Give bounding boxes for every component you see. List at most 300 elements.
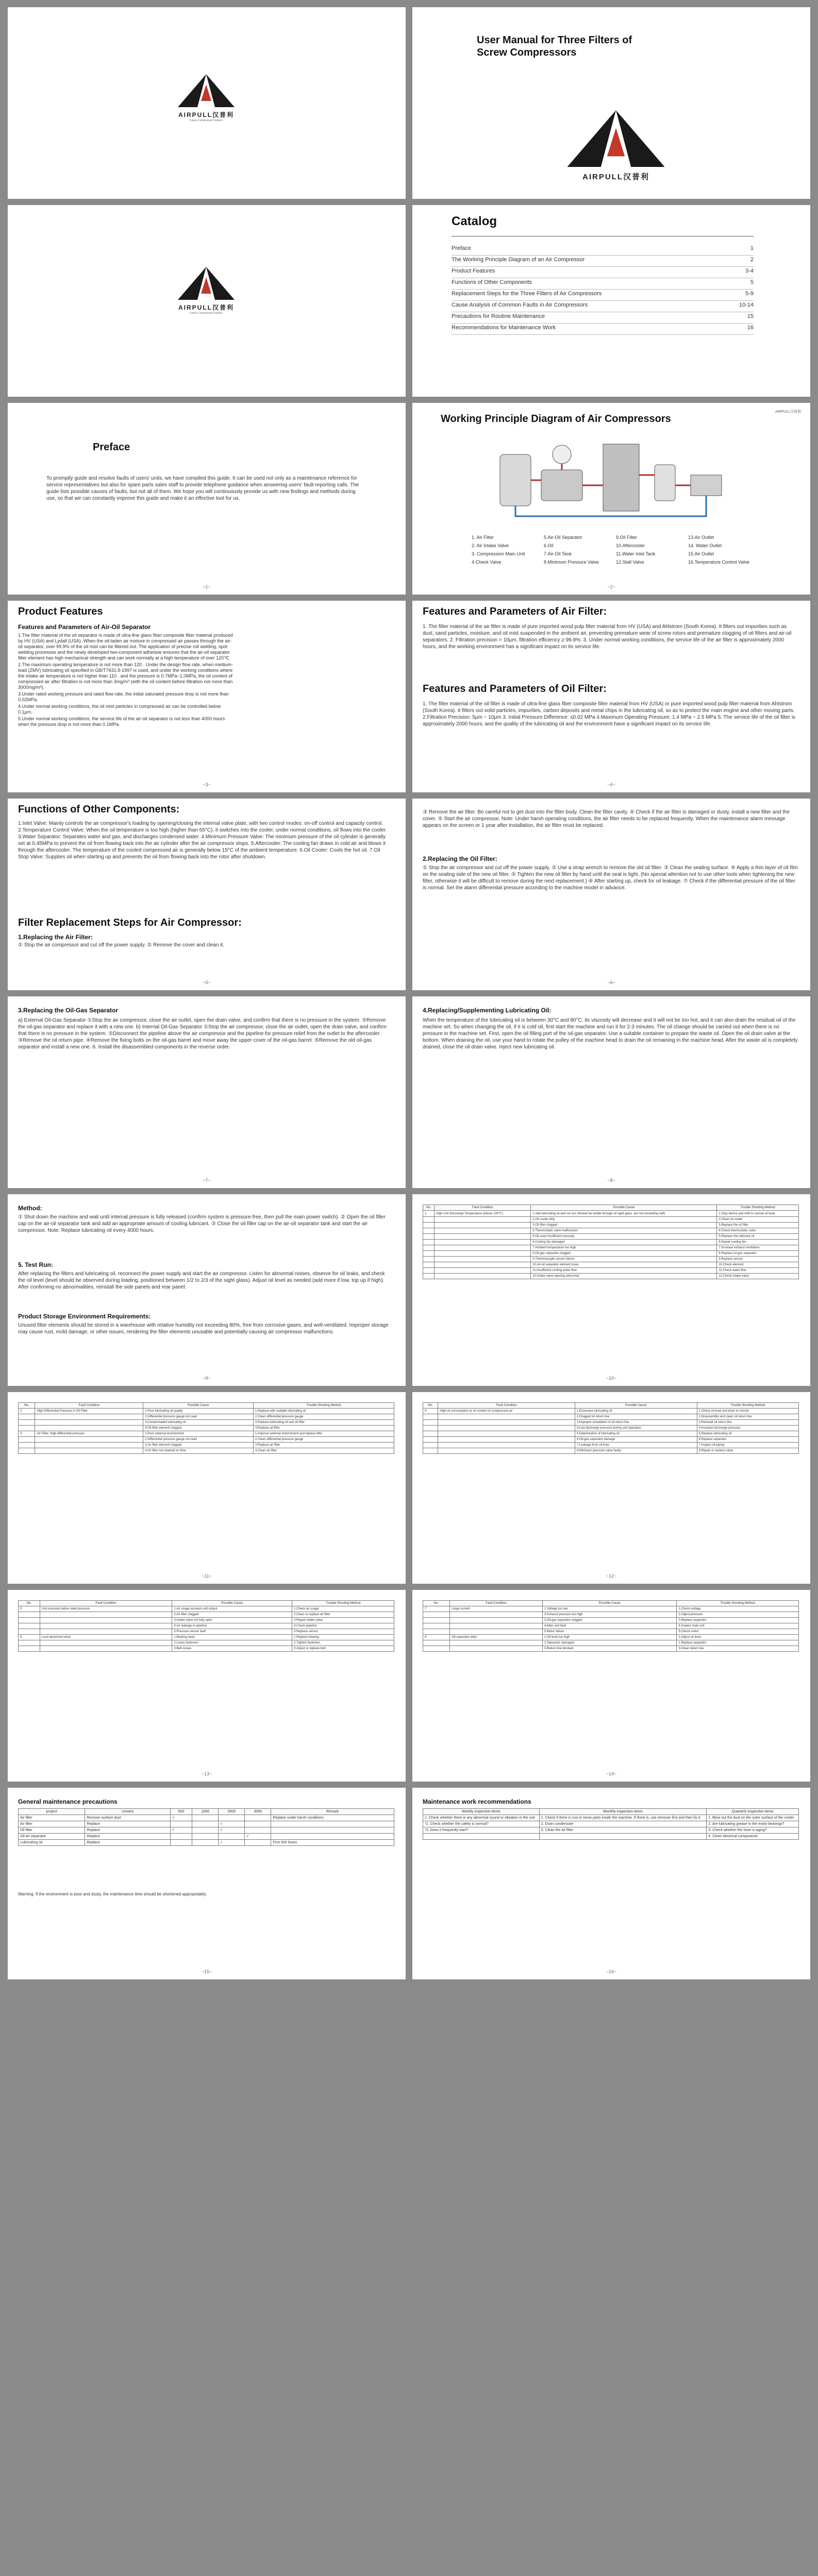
table-row: [19, 1431, 394, 1437]
table-header-cell: 3000: [245, 1809, 271, 1815]
feature-paragraph: 1.The filter material of the oil separator is made of ultra-fine glass fiber composite filter material produced by HV (USA) and Lydall (USA). When the oil-laden air mixture in compressed air passes through the air-oil separator, over 99.9% of the oil mist can be filtered out. The application of precise roll welding, spot welding processes and the newly developed two-component adhesive ensures that the air-oil separator filter element has high mechanical strength and can work normally at a high temperature of over 120℃.: [18, 633, 233, 660]
table-cell: 2.Differential pressure gauge not read: [143, 1414, 254, 1420]
table-cell: [35, 1426, 143, 1431]
table-cell: First 500 hours: [271, 1840, 394, 1846]
table-header-cell: Possible Cause: [575, 1403, 697, 1409]
table-row: [423, 1223, 799, 1228]
page-number: ~3~: [203, 782, 211, 787]
table-cell: 5.Motor failure: [542, 1629, 677, 1635]
legend-item: 8.Minimum Pressure Valve: [544, 560, 599, 565]
table-cell: [423, 1629, 450, 1635]
table-cell: [435, 1251, 531, 1257]
table-cell: High Differential Pressure in Oil Filter: [35, 1409, 143, 1414]
table-cell: 4: [423, 1409, 438, 1414]
table-cell: 1.Replace bearing: [292, 1635, 394, 1640]
table-cell: [423, 1640, 450, 1646]
table-row: [423, 1640, 799, 1646]
table-cell: 4.Check thermostatic valve: [717, 1228, 799, 1234]
table-row: [423, 1437, 799, 1443]
brand-tagline: Future Compressed Solution: [190, 119, 223, 122]
brand-logo-2: [178, 267, 235, 315]
table-cell: High oil consumption or oil content of compressed air: [438, 1409, 575, 1414]
components-text: 1.Inlet Valve: Mainly controls the air compressor's loading by opening/closing the internal valve plate, with two control modes: on-off control and capacity control. 2.Temperature Control Valve: When the oil temperature is too high (higher than 65°C), it switches into the cooler, under normal conditions, oil flows into the cooler. 3.Water Separator: Separates water and gas, and discharges condensed water. 4.Minimum Pressure Valve: The minimum pressure of the oil cylinder is generally set at 0.45MPa to prevent the oil from flowing back into the air cylinder after the air compressor stops. 5.Aftercooler: The cooling fan draws in cold air and blows it through the aftercooler. The temperature of the cooled compressed air is generally below 15°C of the ambient temperature. 6.Oil Cooler: Cools the hot oil. 7.Oil Stop Valve: Supplies oil when starting up and prevents the oil from flowing back into the rotor after shutdown.: [18, 821, 387, 860]
table-cell: √: [219, 1840, 245, 1846]
replace-oil-filter-steps: ① Stop the air compressor and cut off the power supply. ② Use a strap wrench to remove the old oil filter. ③ Clean the sealing surface. ④ Apply a thin layer of oil film on the sealing side of the new oil filter. ⑤ Tighten the new oil filter by hand until the seal is tight. (No special attention not to use other tools when tightening the new filter, otherwise it will be difficult to remove during the next replacement.) ⑥ After starting up, check for oil leakage. ⑦ Check if the differential pressure of the oil filter is normal. Set the alarm differential pressure according to the machine model in advance.: [423, 865, 798, 891]
table-cell: 1.Stop device and refill to normal oil level: [717, 1211, 799, 1217]
table-cell: 12.Intake valve opening abnormal: [531, 1274, 717, 1279]
replace-air-filter-subtitle: 1.Replacing the Air Filter:: [18, 934, 93, 941]
triangle-logo-icon: [567, 110, 665, 167]
table-cell: Air filter: [19, 1821, 85, 1827]
fault-table-page-12: [412, 1392, 810, 1584]
table-header-cell: Possible Cause: [531, 1205, 717, 1211]
page-number: ~9~: [203, 1376, 211, 1381]
table-row: [423, 1414, 799, 1420]
fault-table-page-11: [8, 1392, 406, 1584]
table-cell: [245, 1815, 271, 1821]
legend-item: 7.Air-Oil Tank: [544, 551, 572, 556]
table-cell: [40, 1629, 172, 1635]
method-title: Method:: [18, 1205, 42, 1212]
table-cell: 4.Inspect main unit: [677, 1623, 799, 1629]
table-cell: 2.Exhaust pressure too high: [542, 1612, 677, 1618]
table-cell: 2.Clean or replace air filter: [292, 1612, 394, 1618]
table-cell: 6.Cooling fan damaged: [531, 1240, 717, 1245]
catalog-item-page: 3-4: [745, 268, 754, 274]
catalog-item-rule: [452, 323, 754, 324]
table-header-cell: Fault Condition: [450, 1601, 543, 1606]
fault-table: [423, 1402, 799, 1454]
table-cell: [423, 1223, 435, 1228]
table-row: [423, 1228, 799, 1234]
table-row: [423, 1827, 799, 1834]
table-cell: [450, 1612, 543, 1618]
legend-item: 11.Water Inlet Tank: [616, 551, 656, 556]
oil-filter-shape: [691, 475, 722, 496]
table-cell: 3.Repair intake valve: [292, 1618, 394, 1623]
compressor-diagram: [490, 434, 737, 521]
table-row: [423, 1251, 799, 1257]
table-cell: [40, 1612, 172, 1618]
table-cell: [19, 1437, 35, 1443]
table-cell: [423, 1274, 435, 1279]
table-cell: [423, 1623, 450, 1629]
table-cell: High Unit Discharge Temperature (Above 100℃): [435, 1211, 531, 1217]
table-cell: [19, 1623, 40, 1629]
table-cell: [40, 1623, 172, 1629]
table-cell: [435, 1245, 531, 1251]
catalog-item-rule: [452, 300, 754, 301]
table-row: [423, 1217, 799, 1223]
page-number: ~7~: [203, 1178, 211, 1183]
table-cell: Lubricating oil: [19, 1840, 85, 1846]
table-cell: [435, 1217, 531, 1223]
legend-item: 9.Oil Filter: [616, 535, 638, 540]
air-oil-tank-shape: [500, 454, 531, 506]
table-cell: [435, 1228, 531, 1234]
table-cell: 1.Poor external environment: [143, 1431, 254, 1437]
table-cell: [19, 1426, 35, 1431]
table-cell: 8.Repair or replace valve: [697, 1448, 798, 1454]
table-cell: 6.Replace separator: [697, 1437, 798, 1443]
replacement-page: [412, 799, 810, 990]
table-header-cell: project: [19, 1809, 85, 1815]
table-cell: 2: [19, 1409, 35, 1414]
table-cell: [423, 1262, 435, 1268]
catalog-item-label: Precautions for Routine Maintenance: [452, 313, 545, 319]
table-cell: [423, 1414, 438, 1420]
catalog-item-page: 10-14: [739, 302, 754, 308]
table-cell: [192, 1834, 219, 1840]
table-cell: [435, 1262, 531, 1268]
replace-oil-filter-subtitle: 2.Replacing the Oil Filter:: [423, 855, 497, 862]
table-cell: [423, 1268, 435, 1274]
table-cell: Replace: [85, 1840, 171, 1846]
table-cell: [423, 1618, 450, 1623]
table-header-cell: Weekly inspection items: [423, 1809, 540, 1815]
table-cell: [423, 1426, 438, 1431]
catalog-item-rule: [452, 255, 754, 256]
table-row: [19, 1414, 394, 1420]
table-cell: 11.Insufficient cooling water flow: [531, 1268, 717, 1274]
table-cell: 4.Air filter not cleaned on time: [143, 1448, 254, 1454]
table-cell: [438, 1414, 575, 1420]
catalog-item-rule: [452, 289, 754, 290]
catalog-item: [452, 325, 754, 335]
table-cell: 8: [423, 1635, 450, 1640]
table-cell: 8.Replace oil-gas separator: [717, 1251, 799, 1257]
table-header-cell: Trouble Shooting Method: [254, 1403, 394, 1409]
table-cell: 1.Add lubricating oil and run too (Should be visible through oil sight glass, but not exceeding half): [531, 1211, 717, 1217]
legend-item: 1. Air Filter: [472, 535, 494, 540]
table-cell: Oil-separator drips: [450, 1635, 543, 1640]
table-header-cell: Fault Condition: [35, 1403, 143, 1409]
table-cell: 5.Replace sensor: [292, 1629, 394, 1635]
fault-table-page-14: [412, 1590, 810, 1782]
table-row: [423, 1431, 799, 1437]
table-cell: [219, 1834, 245, 1840]
table-header-cell: Possible Cause: [172, 1601, 292, 1606]
table-cell: 4.Air leakage in pipeline: [172, 1623, 292, 1629]
table-header-cell: Remark: [271, 1809, 394, 1815]
table-header-cell: 500: [170, 1809, 192, 1815]
table-cell: 5.Replace lubricating oil: [697, 1431, 798, 1437]
catalog-item-page: 15: [747, 313, 754, 319]
table-cell: √: [219, 1821, 245, 1827]
table-cell: 2.Differential pressure gauge not read: [143, 1437, 254, 1443]
catalog-item-label: Cause Analysis of Common Faults in Air Compressors: [452, 302, 588, 308]
page-number: ~16~: [606, 1969, 617, 1974]
lubricating-oil-page: [412, 996, 810, 1188]
table-row: [423, 1240, 799, 1245]
table-cell: 4.Check pipeline: [292, 1623, 394, 1629]
table-cell: 3.Replace air filter: [254, 1443, 394, 1448]
air-filter-shape: [553, 445, 571, 464]
table-cell: 3.Oil-gas separator clogged: [542, 1618, 677, 1623]
preface-page: [8, 403, 406, 595]
catalog-item-label: Functions of Other Components: [452, 279, 532, 285]
table-header-cell: Trouble Shooting Method: [677, 1601, 799, 1606]
table-cell: 4.Thermostatic valve malfunction: [531, 1228, 717, 1234]
table-row: [19, 1443, 394, 1448]
table-cell: 2.Loose fasteners: [172, 1640, 292, 1646]
feature-paragraph: 3.Under rated working pressure and rated flow rate, the initial saturated pressure drop is not more than 0.02MPa.: [18, 691, 229, 702]
table-cell: [170, 1840, 192, 1846]
table-cell: [423, 1612, 450, 1618]
table-cell: [19, 1420, 35, 1426]
table-cell: [450, 1629, 543, 1635]
table-row: [423, 1234, 799, 1240]
table-row: [19, 1426, 394, 1431]
table-cell: 1.Replace with suitable lubricating oil: [254, 1409, 394, 1414]
table-cell: [170, 1821, 192, 1827]
table-cell: [245, 1821, 271, 1827]
table-row: [19, 1623, 394, 1629]
legend-item: 5.Air-Oil Separator: [544, 535, 582, 540]
table-row: [19, 1629, 394, 1635]
table-header-cell: Fault Condition: [435, 1205, 531, 1211]
table-cell: [423, 1646, 450, 1652]
table-row: [19, 1646, 394, 1652]
table-cell: 2.Clean oil cooler: [717, 1217, 799, 1223]
table-cell: 3.Replace separator: [677, 1618, 799, 1623]
table-cell: [35, 1420, 143, 1426]
manual-title: [477, 34, 632, 59]
table-cell: 1.Voltage too low: [542, 1606, 677, 1612]
table-row: [19, 1618, 394, 1623]
table-cell: [271, 1834, 394, 1840]
oil-filter-text: 1. The filter material of the oil filter is made of ultra-fine glass fiber composite filter material from HV (USA) or pure imported wood pulp filter material from Ahlstrom (South Korea). It filters out solid particles, impurities, carbon deposits and metal chips in the lubricating oil, so as to protect the main engine and other moving parts. 2.Filtration Precision: 5μm ~ 10μm 3. Initial Pressure Difference: ≤0.02 MPa 4.Maximum Operating Pressure: 1.4 MPa ~ 2.5 MPa 5. The service life of the oil filter is approximately 2000 hours, and the quality of the lubricating oil and the environment have a significant impact on its service life.: [423, 701, 796, 727]
table-header-cell: Fault Condition: [438, 1403, 575, 1409]
table-cell: 4.Replace oil filter: [254, 1426, 394, 1431]
feature-paragraph: 2.The maximum operating temperature is not more than 120 . Under the design flow rate, when medium-load (ZMV) lubricating oil specified in GB/T7631.9-1997 is used, and under the working conditions where the intake air temperature is not higher than 110 . and the pressure is 0.7MPa~1.0MPa, the oil content of compressed air after filtration is not more than 3mg/m³ (with the oil content before filtration not more than 3000mg/m³).: [18, 662, 233, 690]
recommendations-table: [423, 1808, 799, 1840]
table-row: [19, 1840, 394, 1846]
table-row: [423, 1815, 799, 1821]
table-cell: 5.Pressure sensor fault: [172, 1629, 292, 1635]
table-cell: Loud abnormal noise: [40, 1635, 172, 1640]
manual-title-line2: Screw Compressors: [477, 47, 577, 58]
table-row: [19, 1827, 394, 1834]
table-cell: 10.Check element: [717, 1262, 799, 1268]
table-header-cell: Monthly inspection items: [539, 1809, 707, 1815]
table-cell: 1.Oil level too high: [542, 1635, 677, 1640]
table-cell: Air Filter: High differential pressure: [35, 1431, 143, 1437]
table-cell: [35, 1443, 143, 1448]
table-header-cell: Possible Cause: [542, 1601, 677, 1606]
table-header-cell: 2000: [219, 1809, 245, 1815]
table-cell: 3.Return line blocked: [542, 1646, 677, 1652]
product-features-page: [8, 601, 406, 792]
page-number: ~13~: [201, 1771, 212, 1776]
table-row: [19, 1448, 394, 1454]
table-row: [19, 1612, 394, 1618]
table-cell: [35, 1448, 143, 1454]
catalog-item-rule: [452, 266, 754, 267]
table-cell: [423, 1420, 438, 1426]
legend-item: 3. Compression Main Unit: [472, 551, 525, 556]
table-cell: 9.Replace sensor: [717, 1257, 799, 1262]
test-run-title: 5. Test Run:: [18, 1261, 53, 1268]
diagram-legend: [472, 534, 760, 566]
table-cell: [271, 1821, 394, 1827]
fault-table: [18, 1600, 394, 1652]
catalog-item-label: The Working Principle Diagram of an Air Compressor: [452, 257, 585, 263]
table-cell: 5.Deterioration of lubricating oil: [575, 1431, 697, 1437]
table-cell: 2.Clean differential pressure gauge: [254, 1414, 394, 1420]
brand-name-2: AIRPULL汉普利: [178, 304, 234, 311]
table-cell: 2.Clogged oil return line: [575, 1414, 697, 1420]
table-cell: [435, 1268, 531, 1274]
table-cell: 1.Adjust oil level: [677, 1635, 799, 1640]
table-cell: [19, 1443, 35, 1448]
table-row: [423, 1257, 799, 1262]
table-header-cell: Quarterly inspection items: [707, 1809, 799, 1815]
table-row: [19, 1815, 394, 1821]
precautions-title: General maintenance precautions: [18, 1798, 118, 1805]
feature-paragraph: 5.Under normal working conditions, the service life of the air-oil separator is not less than 4000 hours when the pressure drop is not more than 0.1MPa.: [18, 716, 225, 727]
table-cell: 8.Minimum pressure valve faulty: [575, 1448, 697, 1454]
table-cell: √: [219, 1827, 245, 1834]
table-cell: [40, 1618, 172, 1623]
table-cell: [423, 1228, 435, 1234]
table-cell: [271, 1827, 394, 1834]
legend-item: 6.Oil: [544, 543, 554, 548]
catalog-item-rule: [452, 334, 754, 335]
table-cell: [423, 1257, 435, 1262]
cooler-shape: [603, 444, 639, 511]
catalog-title: Catalog: [452, 214, 497, 228]
table-cell: [19, 1448, 35, 1454]
table-header-cell: No.: [19, 1601, 40, 1606]
components-page: [8, 799, 406, 990]
table-cell: [423, 1217, 435, 1223]
table-cell: [438, 1443, 575, 1448]
fault-table: [18, 1402, 394, 1454]
recommendations-page: [412, 1788, 810, 1979]
table-cell: [19, 1414, 35, 1420]
table-cell: 7.Increase exhaust ventilation: [717, 1245, 799, 1251]
separator-replace-page: [8, 996, 406, 1188]
table-row: [19, 1821, 394, 1827]
table-cell: [450, 1623, 543, 1629]
catalog-item-page: 16: [747, 325, 754, 331]
table-row: [423, 1618, 799, 1623]
catalog-item: [452, 302, 754, 312]
table-cell: 2.Separator damaged: [542, 1640, 677, 1646]
table-cell: 2.Tighten fasteners: [292, 1640, 394, 1646]
table-row: [19, 1409, 394, 1414]
catalog-item: [452, 279, 754, 290]
table-header-cell: 1000: [192, 1809, 219, 1815]
table-cell: [192, 1840, 219, 1846]
table-header-cell: Trouble Shooting Method: [292, 1601, 394, 1606]
table-cell: [170, 1834, 192, 1840]
air-filter-text: 1. The filter material of the air filter is made of pure imported wood pulp filter material from HV (USA) and Ahlstrom (South Korea). It filters out impurities such as dust, sand particles, moisture, and oil mist suspended in the ambient air, preventing premature wear of screw rotors and premature clogging of oil filters and air-oil separators. 2. Filtration precision = 10μm, filtration efficiency ≥ 99.8%. 3. Under normal working conditions, the service life of the air filter is approximately 2000 hours, and the working environment has a significant impact on its service life.: [423, 624, 792, 650]
table-cell: 7.Ambient temperature too high: [531, 1245, 717, 1251]
catalog-item: [452, 245, 754, 256]
brand-tagline-2: Future Compressed Solution: [190, 312, 223, 315]
table-cell: [19, 1618, 40, 1623]
table-row: [423, 1274, 799, 1279]
test-run-text: After replacing the filters and lubricating oil, reconnect the power supply and start the air compressor. Listen for abnormal noises, observe for oil leaks, and check the oil level (level should be observed during loading, positioned between 1/2 to 2/3 of the sight glass). Adjust oil level as needed (add more if low, top up if high). After confirming no abnormalities, reinstall the side panels and rear panel.: [18, 1271, 385, 1290]
legend-item: 14. Water Outlet: [688, 543, 722, 548]
table-cell: [435, 1274, 531, 1279]
table-row: [19, 1834, 394, 1840]
table-cell: 3: [19, 1431, 35, 1437]
table-cell: [245, 1827, 271, 1834]
table-cell: Air filter: [19, 1815, 85, 1821]
table-row: [423, 1635, 799, 1640]
table-cell: 5.Oil used insufficient viscosity: [531, 1234, 717, 1240]
catalog-item-page: 2: [750, 257, 754, 263]
legend-item: 2. Air Intake Valve: [472, 543, 509, 548]
brand-name: AIRPULL汉普利: [178, 111, 234, 118]
table-cell: 7: [423, 1606, 450, 1612]
table-row: [423, 1448, 799, 1454]
triangle-logo-icon: [178, 74, 235, 107]
table-cell: 2.Air filter clogged: [172, 1612, 292, 1618]
separator-features: [18, 633, 235, 728]
fault-table-page-13: [8, 1590, 406, 1782]
table-cell: 5: [19, 1606, 40, 1612]
table-row: [423, 1268, 799, 1274]
table-cell: [450, 1646, 543, 1652]
table-cell: 3.Contaminated lubricating oil: [143, 1420, 254, 1426]
table-cell: 3.Belt issues: [172, 1646, 292, 1652]
legend-item: 4.Check Valve: [472, 560, 502, 565]
table-cell: 3.Replace the oil filter: [717, 1223, 799, 1228]
table-cell: [438, 1437, 575, 1443]
table-cell: 4.Main unit fault: [542, 1623, 677, 1629]
table-cell: [219, 1815, 245, 1821]
table-cell: √: [170, 1827, 192, 1834]
table-cell: √: [170, 1815, 192, 1821]
separator-subtitle: Features and Parameters of Air-Oil Separator: [18, 623, 151, 631]
fault-table-page-10: [412, 1194, 810, 1386]
table-cell: [423, 1834, 540, 1840]
preface-text: To promptly guide and resolve faults of users' units, we have compiled this guide. It can be used not only as a maintenance reference for service representatives but also for spare parts sales staff to provide telephone guidance when answering users' fault-reporting calls. The guide lists possible causes of faults, but not all of them. We hope you will continuously provide us with new findings and methods during use, so that we can constantly improve this guide and make it an effective tool for us.: [46, 476, 359, 501]
table-cell: 6: [19, 1635, 40, 1640]
table-cell: 1. Check whether there is any abnormal sound or vibration in the unit: [423, 1815, 540, 1821]
table-cell: [192, 1821, 219, 1827]
table-row: [423, 1211, 799, 1217]
table-row: [19, 1640, 394, 1646]
table-cell: Unit pressure below rated pressure: [40, 1606, 172, 1612]
table-row: [423, 1409, 799, 1414]
precautions-page: [8, 1788, 406, 1979]
table-cell: 3.Reinstall oil return line: [697, 1420, 798, 1426]
table-cell: Oil-air separator: [19, 1834, 85, 1840]
fault-table: [423, 1205, 799, 1279]
table-cell: 12.Check intake valve: [717, 1274, 799, 1279]
table-row: [19, 1606, 394, 1612]
catalog-item: [452, 268, 754, 278]
table-cell: 1.Check air usage: [292, 1606, 394, 1612]
precautions-note: Warning: If the environment is poor and dusty, the maintenance time should be shortened appropriately.: [18, 1892, 207, 1896]
cover-page-left: [8, 7, 406, 199]
table-cell: 10.Air-oil separator element issue: [531, 1262, 717, 1268]
table-header-cell: No.: [19, 1403, 35, 1409]
table-cell: [19, 1646, 40, 1652]
table-header-cell: No.: [423, 1205, 435, 1211]
table-cell: [192, 1815, 219, 1821]
table-row: [423, 1623, 799, 1629]
table-row: [423, 1606, 799, 1612]
table-cell: 7.Leakage from oil lines: [575, 1443, 697, 1448]
brand-name-large: AIRPULL汉普利: [582, 173, 649, 181]
table-cell: 8.Oil-gas separator clogged: [531, 1251, 717, 1257]
